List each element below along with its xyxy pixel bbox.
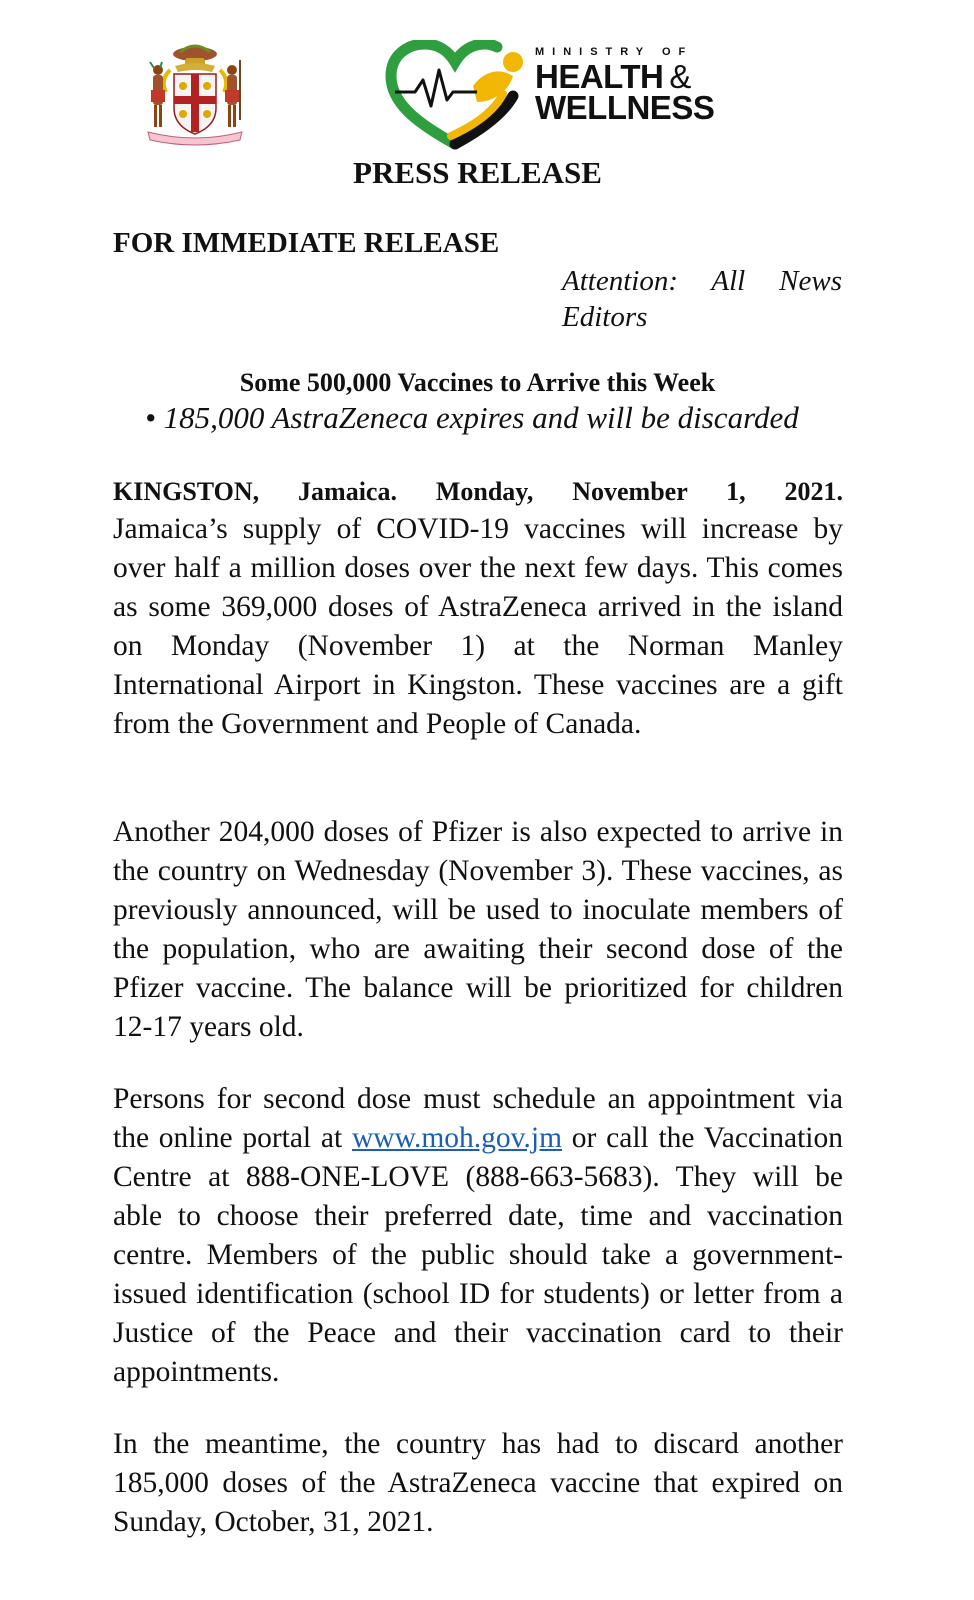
moh-website-link[interactable]: www.moh.gov.jm xyxy=(351,1122,563,1154)
immediate-release-label: FOR IMMEDIATE RELEASE xyxy=(113,227,500,259)
attention-line-1: Attention: All News xyxy=(562,265,842,297)
logo-ampersand: & xyxy=(669,58,691,95)
logo-health-word: HEALTH xyxy=(535,58,664,95)
heart-heartbeat-icon xyxy=(385,40,530,150)
paragraph-4: In the meantime, the country has had to discard another 185,000 doses of the AstraZeneca vaccine that expired on Sunday, October, 31, 2021. xyxy=(113,1428,843,1538)
attention-note xyxy=(562,263,842,335)
dateline: KINGSTON, Jamaica. Monday, November 1, 2021. xyxy=(113,477,843,506)
ministry-logo xyxy=(385,40,715,150)
press-release-title: PRESS RELEASE xyxy=(353,155,602,190)
coat-of-arms-icon xyxy=(140,40,250,148)
logo-wellness-text: WELLNESS xyxy=(535,89,715,126)
paragraph-3-text-after: or call the Vaccination Centre at 888-ONE-LOVE (888-663-5683). They will be able to choose their preferred date, time and vaccination centre. Members of the public should take a government-issued identification (school ID for students) or letter from a Justice of the Peace and their vaccination card to their appointments. xyxy=(113,1122,844,1388)
paragraph-2: Another 204,000 doses of Pfizer is also expected to arrive in the country on Wednesday (November 3). These vaccines, as previously announced, will be used to inoculate members of the population, who are awaiting their second dose of the Pfizer vaccine. The balance will be prioritized for children 12-17 years old. xyxy=(113,816,843,1043)
paragraph-1-text: Jamaica’s supply of COVID-19 vaccines will increase by over half a million doses over the next few days. This comes as some 369,000 doses of AstraZeneca arrived in the island on Monday (November 1) at the Norman Manley International Airport in Kingston. These vaccines are a gift from the Government and People of Canada. xyxy=(113,513,843,740)
paragraph-3-text-before: Persons for second dose must schedule an appointment via the online portal at xyxy=(113,1083,843,1154)
logo-ministry-text: MINISTRY OF xyxy=(535,46,694,58)
headline: Some 500,000 Vaccines to Arrive this Week xyxy=(239,368,716,397)
attention-line-2: Editors xyxy=(562,301,648,333)
paragraph-1 xyxy=(113,474,843,744)
paragraph-3 xyxy=(113,1080,843,1392)
subheadline-bullet: • 185,000 AstraZeneca expires and will be discarded xyxy=(145,400,799,435)
